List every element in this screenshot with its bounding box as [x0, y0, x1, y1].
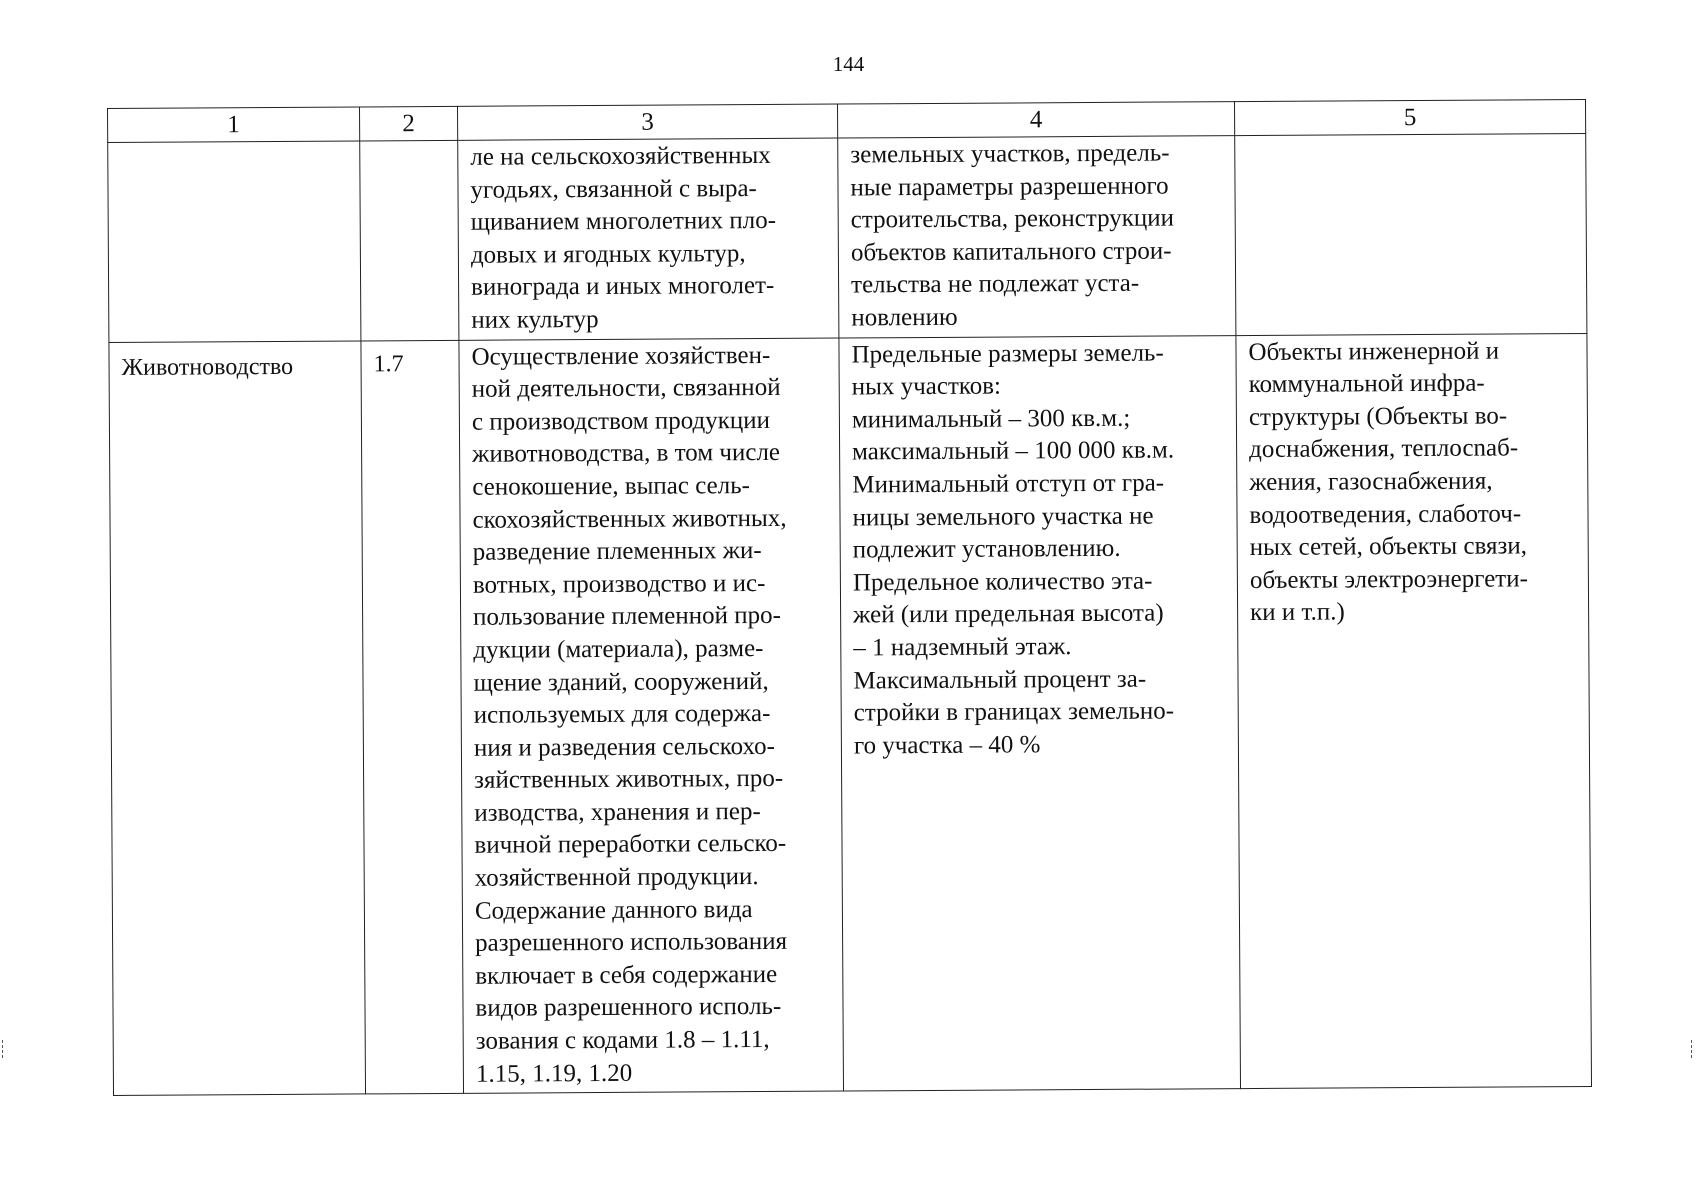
header-cell-3: 3	[457, 104, 837, 140]
cell-use-name	[108, 141, 361, 342]
cell-auxiliary-objects	[1235, 133, 1587, 335]
land-use-table	[107, 99, 1592, 1096]
cell-limit-parameters: Предельные размеры земель- ных участков: минимальный – 300 кв.м.; максимальный – 100 000 кв.м. Минимальный отступ от гра- ницы земельного участка не подлежит установлению. Предельное количество эта- жей (или предельная высота) – 1 надземный этаж. Максимальный процент за- стройки в границах земельно- го участка – 40 %	[839, 335, 1241, 1091]
scan-edge-mark-right	[1691, 1040, 1694, 1058]
cell-use-code	[360, 140, 459, 340]
cell-limit-parameters: земельных участков, предель- ные параметры разрешенного строительства, реконструкции объектов капитального строи- тельства не подлежат уста- новлению	[838, 136, 1236, 338]
table-row-livestock	[109, 333, 1592, 1096]
header-cell-2: 2	[359, 106, 457, 141]
header-cell-5: 5	[1234, 99, 1585, 135]
page-number: 144	[832, 52, 865, 76]
header-cell-4: 4	[837, 102, 1234, 138]
cell-use-description: ле на сельскохозяйственных угодьях, связанной с выра- щиванием многолетних пло- довых и ягодных культур, винограда и иных многолет- них культур	[458, 138, 839, 340]
scan-edge-mark-left	[2, 1040, 5, 1058]
cell-use-code: 1.7	[361, 340, 464, 1094]
cell-use-name: Животноводство	[109, 341, 366, 1096]
cell-auxiliary-objects: Объекты инженерной и коммунальной инфра- структуры (Объекты во- доснабжения, теплосnаб- жения, газоснабжения, водоотведения, слаботоч- ных сетей, объекты связи, объекты электроэнергети- ки и т.п.)	[1236, 333, 1592, 1089]
cell-use-description: Осуществление хозяйствен- ной деятельности, связанной с производством продукции животноводства, в том числе сенокошение, выпас сель- скохозяйственных животных, разведение племенных жи- вотных, производство и ис- пользование племенной про- дукции (материала), разме- щение зданий, сооружений, используемых для содержа- ния и разведения сельскохо- зяйственных животных, про- изводства, хранения и пер- вичной переработки сельско- хозяйственной продукции. Содержание данного вида разрешенного использования включает в себя содержание видов разрешенного исполь- зования с кодами 1.8 – 1.11, 1.15, 1.19, 1.20	[459, 338, 844, 1094]
table-row-continuation	[108, 133, 1587, 342]
header-cell-1: 1	[108, 107, 360, 143]
